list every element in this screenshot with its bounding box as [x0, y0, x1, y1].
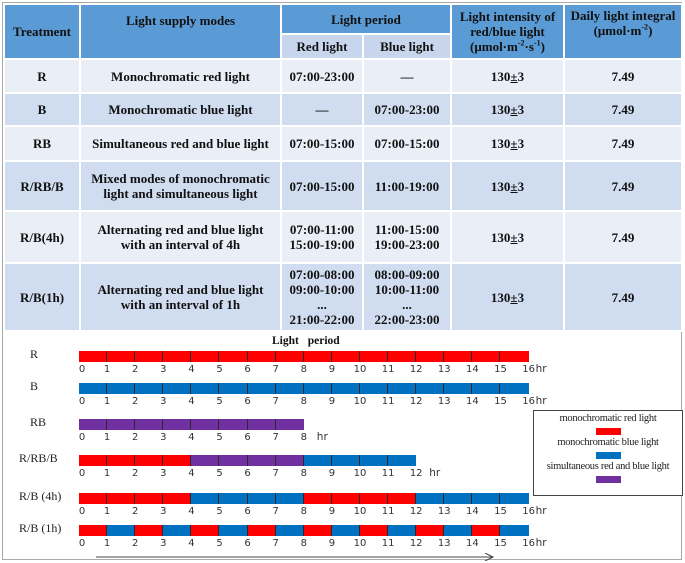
hour-tick-label: 11: [381, 468, 395, 479]
hour-tick-label: 3: [160, 396, 167, 407]
schedule-segment: [79, 351, 107, 362]
schedule-segment: [360, 351, 388, 362]
cell-blue: 08:00-09:00 10:00-11:00 ... 22:00-23:00: [363, 263, 451, 331]
schedule-segment: [163, 525, 191, 536]
hour-tick-label: 8: [300, 538, 307, 549]
schedule-segment: [500, 383, 528, 394]
schedule-segment: [444, 525, 472, 536]
hour-tick-label: 4: [188, 396, 195, 407]
cell-blue: —: [363, 59, 451, 93]
cell-dli: 7.49: [564, 161, 682, 211]
hour-tick-label: 4: [188, 468, 195, 479]
cell-intensity: 130±3: [451, 59, 564, 93]
schedule-segment: [163, 493, 191, 504]
hour-tick-label: 11: [381, 396, 395, 407]
cell-treatment: RB: [4, 126, 80, 161]
hour-tick-label: 7: [272, 396, 279, 407]
header-modes: Light supply modes: [80, 4, 281, 59]
header-blue-light: Blue light: [363, 34, 451, 59]
hour-tick-label: 5: [216, 538, 223, 549]
schedule-segment: [360, 493, 388, 504]
hour-tick-label: 13: [437, 364, 451, 375]
hour-tick-label: 6: [244, 396, 251, 407]
hour-tick-label: 7: [272, 506, 279, 517]
schedule-segment: [248, 419, 276, 430]
schedule-segment: [472, 383, 500, 394]
hour-unit-label: hr: [535, 395, 547, 407]
header-light-period: Light period: [281, 4, 451, 34]
schedule-row-label: R: [30, 347, 39, 361]
legend-swatch-purple: [596, 476, 621, 483]
hour-tick-label: 1: [103, 506, 111, 517]
hour-tick-label: 0: [78, 432, 86, 443]
schedule-row-label: R/B (1h): [19, 521, 62, 535]
hour-tick-label: 0: [78, 538, 86, 549]
schedule-segment: [276, 525, 304, 536]
schedule-segment: [444, 493, 472, 504]
schedule-segment: [472, 525, 500, 536]
cell-blue: 11:00-15:00 19:00-23:00: [363, 211, 451, 263]
hour-tick-label: 11: [381, 538, 395, 549]
cell-intensity: 130±3: [451, 161, 564, 211]
cell-intensity: 130±3: [451, 263, 564, 331]
schedule-segment: [219, 351, 247, 362]
hour-tick-label: 4: [188, 432, 195, 443]
hour-tick-label: 6: [244, 538, 251, 549]
legend-swatch-blue: [596, 452, 621, 459]
schedule-segment: [191, 351, 219, 362]
schedule-segment: [276, 493, 304, 504]
hour-tick-label: 12: [409, 468, 423, 479]
schedule-segment: [107, 525, 135, 536]
cell-dli: 7.49: [564, 126, 682, 161]
schedule-segment: [248, 493, 276, 504]
hour-tick-label: 6: [244, 364, 251, 375]
cell-red: —: [281, 93, 363, 126]
cell-red: 07:00-08:00 09:00-10:00 ... 21:00-22:00: [281, 263, 363, 331]
hour-tick-label: 2: [132, 396, 139, 407]
cell-treatment: R/RB/B: [4, 161, 80, 211]
cell-mode: Mixed modes of monochromatic light and simultaneous light: [80, 161, 281, 211]
schedule-segment: [248, 383, 276, 394]
schedule-segment: [107, 493, 135, 504]
schedule-segment: [107, 419, 135, 430]
cell-mode: Alternating red and blue light with an interval of 1h: [80, 263, 281, 331]
hour-tick-label: 1: [103, 468, 111, 479]
schedule-segment: [388, 383, 416, 394]
hour-tick-label: 15: [494, 506, 507, 517]
schedule-segment: [219, 525, 247, 536]
schedule-segment: [219, 455, 247, 466]
cell-treatment: R: [4, 59, 80, 93]
schedule-segment: [388, 351, 416, 362]
table-row: [4, 59, 682, 93]
schedule-segment: [219, 383, 247, 394]
cell-mode: Monochromatic red light: [80, 59, 281, 93]
legend-label-blue: monochromatic blue light: [557, 437, 659, 448]
schedule-segment: [360, 525, 388, 536]
hour-unit-label: hr: [535, 537, 547, 549]
schedule-segment: [135, 351, 163, 362]
schedule-segment: [416, 351, 444, 362]
schedule-segment: [107, 383, 135, 394]
hour-tick-label: 4: [188, 364, 195, 375]
schedule-segment: [332, 383, 360, 394]
hour-tick-label: 14: [466, 364, 479, 375]
hour-tick-label: 10: [353, 396, 367, 407]
table-row: [4, 211, 682, 263]
schedule-segment: [500, 525, 528, 536]
cell-intensity: 130±3: [451, 126, 564, 161]
hour-tick-label: 6: [244, 468, 251, 479]
cell-mode: Alternating red and blue light with an interval of 4h: [80, 211, 281, 263]
schedule-segment: [332, 525, 360, 536]
intensity-line2: red/blue light: [470, 24, 545, 39]
schedule-bar: [79, 383, 529, 394]
hour-tick-label: 9: [328, 364, 336, 375]
hour-tick-label: 0: [78, 396, 86, 407]
schedule-segment: [444, 383, 472, 394]
schedule-segment: [219, 419, 247, 430]
hour-tick-label: 12: [409, 396, 423, 407]
hour-tick-label: 5: [216, 432, 223, 443]
schedule-segment: [135, 419, 163, 430]
hour-tick-label: 4: [188, 506, 195, 517]
schedule-segment: [248, 455, 276, 466]
schedule-segment: [191, 525, 219, 536]
hour-tick-label: 14: [466, 538, 479, 549]
cell-mode: Monochromatic blue light: [80, 93, 281, 126]
hour-tick-label: 3: [160, 468, 167, 479]
hour-tick-label: 16: [522, 538, 535, 549]
light-treatment-table: [3, 3, 683, 332]
hour-tick-label: 14: [466, 396, 479, 407]
schedule-bar: [79, 351, 529, 362]
header-dli: [564, 4, 682, 59]
table-row: [4, 161, 682, 211]
hour-tick-label: 2: [132, 468, 139, 479]
schedule-segment: [304, 455, 332, 466]
hour-tick-label: 5: [216, 506, 223, 517]
cell-dli: 7.49: [564, 263, 682, 331]
hour-tick-label: 11: [381, 506, 395, 517]
schedule-segment: [107, 455, 135, 466]
hour-tick-label: 5: [216, 364, 223, 375]
hour-tick-label: 2: [132, 432, 139, 443]
hour-tick-label: 8: [300, 468, 307, 479]
schedule-segment: [276, 351, 304, 362]
schedule-bar: [79, 455, 416, 466]
hour-tick-label: 12: [409, 538, 423, 549]
dli-line1: Daily light integral: [570, 8, 676, 23]
cell-intensity: 130±3: [451, 211, 564, 263]
cell-red: 07:00-11:00 15:00-19:00: [281, 211, 363, 263]
schedule-row-label: R/B (4h): [19, 489, 62, 503]
intensity-line1: Light intensity of: [459, 9, 556, 24]
cell-treatment: R/B(1h): [4, 263, 80, 331]
legend-label-purple: simultaneous red and blue light: [546, 461, 670, 472]
hour-tick-label: 12: [409, 506, 423, 517]
schedule-segment: [79, 383, 107, 394]
header-red-light: Red light: [281, 34, 363, 59]
hour-tick-label: 0: [78, 468, 86, 479]
header-treatment: Treatment: [4, 4, 80, 59]
schedule-segment: [332, 493, 360, 504]
hour-tick-label: 5: [216, 396, 223, 407]
hour-tick-label: 1: [103, 364, 111, 375]
schedule-segment: [416, 383, 444, 394]
hour-tick-label: 6: [244, 432, 251, 443]
schedule-segment: [304, 525, 332, 536]
hour-tick-label: 5: [216, 468, 223, 479]
schedule-segment: [79, 525, 107, 536]
cell-treatment: R/B(4h): [4, 211, 80, 263]
schedule-segment: [388, 525, 416, 536]
schedule-segment: [388, 455, 416, 466]
schedule-segment: [472, 493, 500, 504]
hour-unit-label: hr: [535, 505, 547, 517]
schedule-title: Light period: [272, 335, 340, 347]
hour-tick-label: 7: [272, 364, 279, 375]
schedule-segment: [500, 493, 528, 504]
hour-tick-label: 13: [437, 538, 451, 549]
schedule-segment: [135, 525, 163, 536]
schedule-segment: [163, 419, 191, 430]
schedule-segment: [79, 419, 107, 430]
legend-swatch-red: [596, 428, 621, 435]
schedule-segment: [191, 455, 219, 466]
schedule-segment: [276, 455, 304, 466]
cell-red: 07:00-15:00: [281, 161, 363, 211]
hour-unit-label: hr: [535, 363, 547, 375]
schedule-segment: [500, 351, 528, 362]
schedule-segment: [79, 493, 107, 504]
schedule-segment: [332, 351, 360, 362]
schedule-segment: [276, 383, 304, 394]
schedule-segment: [191, 493, 219, 504]
hour-tick-label: 12: [409, 364, 423, 375]
cell-dli: 7.49: [564, 211, 682, 263]
cell-intensity: 130±3: [451, 93, 564, 126]
hour-tick-label: 9: [328, 538, 336, 549]
schedule-segment: [107, 351, 135, 362]
cell-blue: 11:00-19:00: [363, 161, 451, 211]
hour-tick-label: 8: [300, 432, 307, 443]
hour-tick-label: 14: [466, 506, 479, 517]
schedule-segment: [388, 493, 416, 504]
hour-tick-label: 3: [160, 364, 167, 375]
schedule-bar: [79, 419, 304, 430]
hour-unit-label: hr: [429, 467, 441, 479]
hour-tick-label: 1: [103, 538, 111, 549]
hour-tick-label: 2: [132, 538, 139, 549]
hour-tick-label: 4: [188, 538, 195, 549]
hour-tick-label: 11: [381, 364, 395, 375]
hour-tick-label: 2: [132, 364, 139, 375]
schedule-segment: [248, 351, 276, 362]
schedule-bar: [79, 493, 529, 504]
hour-tick-label: 10: [353, 538, 367, 549]
hour-tick-label: 7: [272, 538, 279, 549]
schedule-segment: [79, 455, 107, 466]
schedule-segment: [219, 493, 247, 504]
hour-tick-label: 3: [160, 506, 167, 517]
schedule-segment: [135, 455, 163, 466]
intensity-unit: $(\mu mol\cdot m^{-2}\cdot s^{-1})$: [470, 38, 545, 54]
schedule-segment: [248, 525, 276, 536]
hour-tick-label: 1: [103, 396, 111, 407]
cell-mode: Simultaneous red and blue light: [80, 126, 281, 161]
legend: [533, 410, 683, 496]
hour-tick-label: 15: [494, 538, 507, 549]
hour-tick-label: 0: [78, 506, 86, 517]
hour-tick-label: 15: [494, 364, 507, 375]
time-direction-arrow-icon: [96, 553, 496, 561]
cell-dli: 7.49: [564, 93, 682, 126]
hour-tick-label: 7: [272, 432, 279, 443]
schedule-segment: [304, 383, 332, 394]
schedule-segment: [135, 493, 163, 504]
schedule-segment: [332, 455, 360, 466]
schedule-segment: [135, 383, 163, 394]
hour-tick-label: 8: [300, 506, 307, 517]
schedule-segment: [416, 525, 444, 536]
hour-tick-label: 3: [160, 538, 167, 549]
hour-tick-label: 13: [437, 506, 451, 517]
cell-red: 07:00-15:00: [281, 126, 363, 161]
cell-dli: 7.49: [564, 59, 682, 93]
hour-tick-label: 16: [522, 396, 535, 407]
schedule-segment: [472, 351, 500, 362]
table-row: [4, 126, 682, 161]
hour-tick-label: 1: [103, 432, 111, 443]
cell-red: 07:00-23:00: [281, 59, 363, 93]
schedule-bar: [79, 525, 529, 536]
header-intensity: [451, 4, 564, 59]
schedule-segment: [360, 455, 388, 466]
schedule-row-label: RB: [30, 415, 47, 429]
legend-label-red: monochromatic red light: [559, 413, 657, 424]
schedule-segment: [163, 383, 191, 394]
hour-tick-label: 10: [353, 364, 367, 375]
schedule-segment: [304, 493, 332, 504]
schedule-row-label: B: [30, 379, 39, 393]
cell-treatment: B: [4, 93, 80, 126]
cell-blue: 07:00-15:00: [363, 126, 451, 161]
hour-tick-label: 2: [132, 506, 139, 517]
dli-unit: $(\mu mol\cdot m^{-2})$: [593, 22, 653, 38]
light-period-schedule: [0, 333, 685, 563]
hour-unit-label: hr: [316, 431, 328, 443]
hour-tick-label: 9: [328, 506, 336, 517]
hour-tick-label: 10: [353, 506, 367, 517]
cell-blue: 07:00-23:00: [363, 93, 451, 126]
schedule-segment: [191, 383, 219, 394]
hour-tick-label: 16: [522, 364, 535, 375]
hour-tick-label: 9: [328, 468, 336, 479]
hour-tick-label: 8: [300, 396, 307, 407]
schedule-segment: [416, 493, 444, 504]
schedule-segment: [444, 351, 472, 362]
schedule-segment: [360, 383, 388, 394]
schedule-row-label: R/RB/B: [19, 451, 58, 465]
hour-tick-label: 7: [272, 468, 279, 479]
hour-tick-label: 8: [300, 364, 307, 375]
hour-tick-label: 0: [78, 364, 86, 375]
schedule-segment: [191, 419, 219, 430]
schedule-segment: [276, 419, 304, 430]
table-row: [4, 93, 682, 126]
hour-tick-label: 10: [353, 468, 367, 479]
hour-tick-label: 13: [437, 396, 451, 407]
hour-tick-label: 16: [522, 506, 535, 517]
schedule-segment: [163, 351, 191, 362]
table-row: [4, 263, 682, 331]
hour-tick-label: 9: [328, 396, 336, 407]
hour-tick-label: 15: [494, 396, 507, 407]
hour-tick-label: 3: [160, 432, 167, 443]
schedule-segment: [163, 455, 191, 466]
hour-tick-label: 6: [244, 506, 251, 517]
schedule-segment: [304, 351, 332, 362]
